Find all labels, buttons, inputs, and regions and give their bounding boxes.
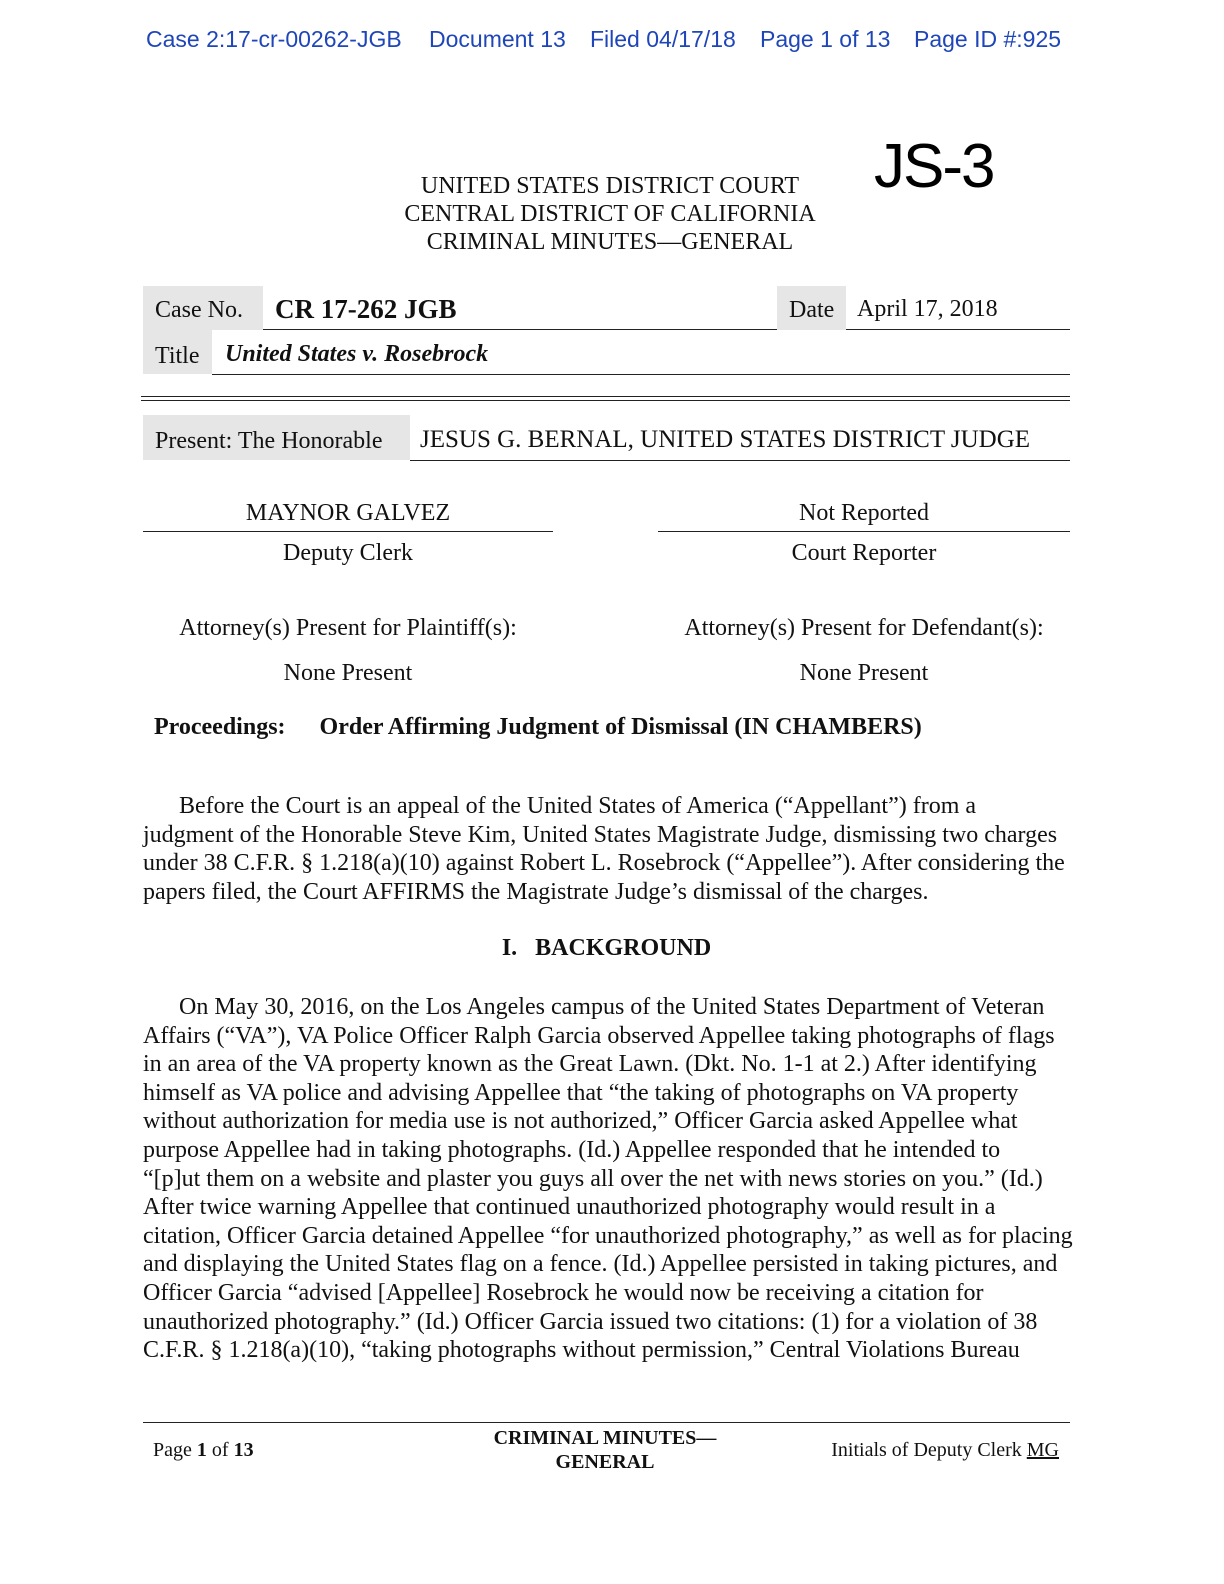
footer-initials [831, 1438, 1059, 1462]
intro-paragraph [143, 792, 1073, 906]
text-line: Affairs (“VA”), VA Police Officer Ralph Garcia observed Appellee taking photographs of flags [143, 1022, 1055, 1049]
divider-rule-top [141, 396, 1070, 397]
ecf-page-id: Page ID #:925 [914, 26, 1062, 52]
plaintiff-attorney-value: None Present [283, 660, 413, 686]
text-line: On May 30, 2016, on the Los Angeles campus of the United States Department of Veteran [179, 994, 1045, 1020]
present-label: Present: The Honorable [143, 415, 410, 460]
footer-page-number [153, 1438, 254, 1462]
plaintiff-attorney-label: Attorney(s) Present for Plaintiff(s): [179, 615, 517, 641]
date-label: Date [777, 286, 846, 330]
footer-page-of: of [206, 1439, 234, 1461]
court-heading [300, 172, 920, 256]
footer-page-total: 13 [233, 1439, 254, 1461]
footer-page-prefix: Page [153, 1439, 197, 1461]
reporter-name: Not Reported [658, 500, 1070, 532]
defendant-attorney-label: Attorney(s) Present for Defendant(s): [684, 615, 1044, 641]
divider-rule-bottom [141, 400, 1070, 401]
defendant-attorney-value: None Present [799, 660, 929, 686]
case-no-label: Case No. [143, 286, 263, 330]
case-title: United States v. Rosebrock [225, 341, 489, 367]
text-line: without authorization for media use is not authorized,” Officer Garcia asked Appellee what [143, 1108, 1018, 1135]
case-number: CR 17-262 JGB [275, 294, 457, 324]
clerk-name: MAYNOR GALVEZ [143, 500, 553, 532]
reporter-role: Court Reporter [791, 540, 937, 566]
case-date: April 17, 2018 [857, 296, 998, 322]
js-designation: JS-3 [874, 132, 994, 201]
date-field [846, 286, 1070, 330]
text-line: himself as VA police and advising Appellee that “the taking of photographs on VA property [143, 1079, 1019, 1106]
text-line: Before the Court is an appeal of the United States of America (“Appellant”) from a [179, 793, 977, 819]
ecf-page: Page 1 of 13 [760, 26, 891, 52]
text-line: After twice warning Appellee that continued unauthorized photography would result in a [143, 1194, 996, 1221]
ecf-document: Document 13 [429, 26, 566, 52]
text-line: papers filed, the Court AFFIRMS the Magistrate Judge’s dismissal of the charges. [143, 878, 929, 905]
section-heading: I. BACKGROUND [501, 935, 712, 961]
footer-minutes-line2: GENERAL [555, 1451, 655, 1473]
ecf-case-number: Case 2:17-cr-00262-JGB [146, 26, 402, 52]
court-name: UNITED STATES DISTRICT COURT [420, 173, 800, 199]
footer-initials-value: MG [1026, 1439, 1059, 1461]
proceedings-line [154, 714, 922, 741]
text-line: under 38 C.F.R. § 1.218(a)(10) against Robert L. Rosebrock (“Appellee”). After considering the [143, 850, 1065, 877]
title-label: Title [143, 330, 212, 374]
text-line: purpose Appellee had in taking photographs. (Id.) Appellee responded that he intended to [143, 1136, 1001, 1163]
text-line: C.F.R. § 1.218(a)(10), “taking photographs without permission,” Central Violations Bureau [143, 1337, 1020, 1364]
title-field [212, 330, 1070, 375]
text-line: and displaying the United States flag on a fence. (Id.) Appellee persisted in taking pictures, and [143, 1251, 1058, 1278]
clerk-role: Deputy Clerk [283, 540, 413, 566]
footer-minutes-line1: CRIMINAL MINUTES— [493, 1427, 717, 1449]
ecf-filed-date: Filed 04/17/18 [590, 26, 736, 52]
ecf-header [0, 26, 1224, 58]
judge-name: JESUS G. BERNAL, UNITED STATES DISTRICT JUDGE [420, 426, 1031, 453]
footer-initials-label: Initials of Deputy Clerk [831, 1439, 1027, 1461]
text-line: in an area of the VA property known as the Great Lawn. (Dkt. No. 1-1 at 2.) After identifying [143, 1051, 1037, 1078]
text-line: citation, Officer Garcia detained Appellee “for unauthorized photography,” as well as for placing [143, 1222, 1073, 1249]
court-district: CENTRAL DISTRICT OF CALIFORNIA [404, 201, 816, 227]
footer-page-current: 1 [196, 1439, 207, 1461]
footer-minutes-label [470, 1426, 740, 1474]
text-line: Officer Garcia “advised [Appellee] Rosebrock he would now be receiving a citation for [143, 1279, 984, 1306]
proceedings-label: Proceedings: [154, 714, 286, 740]
minutes-type: CRIMINAL MINUTES—GENERAL [426, 229, 794, 255]
case-no-field [263, 286, 777, 330]
proceedings-value: Order Affirming Judgment of Dismissal (IN CHAMBERS) [319, 714, 922, 740]
text-line: “[p]ut them on a website and plaster you guys all over the net with news stories on you.” (Id.) [143, 1165, 1043, 1192]
present-field [410, 415, 1070, 461]
text-line: unauthorized photography.” (Id.) Officer Garcia issued two citations: (1) for a violation of 38 [143, 1308, 1038, 1335]
background-paragraph [143, 993, 1073, 1365]
footer-rule [143, 1422, 1070, 1423]
text-line: judgment of the Honorable Steve Kim, United States Magistrate Judge, dismissing two charges [143, 821, 1058, 848]
